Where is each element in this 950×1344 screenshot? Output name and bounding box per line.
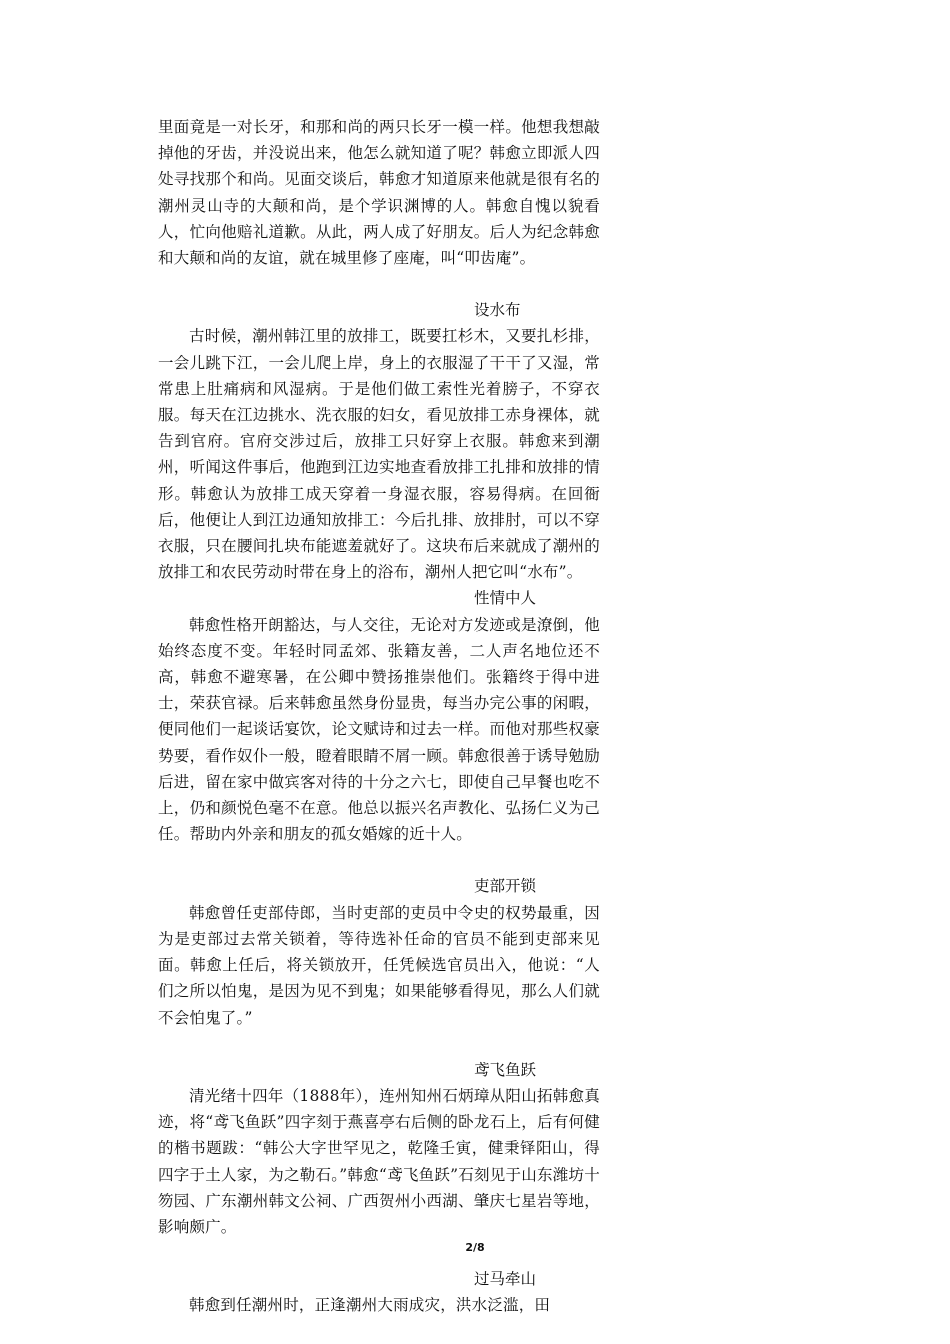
- paragraph-libu: 韩愈曾任吏部侍郎，当时吏部的吏员中令史的权势最重，因为是吏部过去常关锁着，等待选补任命的官员不能到吏部来见面。韩愈上任后，将关锁放开，任凭候选官员出入，他说：“人们之所以怕鬼，是因为见不到鬼；如果能够看得见，那么人们就不会怕鬼了。”: [158, 903, 600, 1027]
- section-gap: [158, 1031, 600, 1057]
- section-gap: [158, 847, 600, 873]
- section-heading-xingqing: 性情中人: [474, 589, 537, 608]
- section-gap: [158, 271, 600, 297]
- paragraph-kouchi-an: 里面竟是一对长牙，和那和尚的两只长牙一模一样。他想我想敲掉他的牙齿，并没说出来，他怎么就知道了呢？韩愈立即派人四处寻找那个和尚。见面交谈后，韩愈才知道原来他就是很有名的潮州灵山寺的大颠和尚，是个学识渊博的人。韩愈自愧以貌看人，忙向他赔礼道歉。从此，两人成了好朋友。后人为纪念韩愈和大颠和尚的友谊，就在城里修了座庵，叫“叩齿庵”。: [158, 118, 600, 268]
- paragraph-xingqing: 韩愈性格开朗豁达，与人交往，无论对方发迹或是潦倒，他始终态度不变。年轻时同孟郊、张籍友善，二人声名地位还不高，韩愈不避寒暑，在公卿中赞扬推崇他们。张籍终于得中进士，荣获官禄。后来韩愈虽然身份显贵，每当办完公事的闲暇，便同他们一起谈话宴饮，论文赋诗和过去一样。而他对那些权豪势要，看作奴仆一般，瞪着眼睛不屑一顾。韩愈很善于诱导勉励后进，留在家中做宾客对待的十分之六七，即使自己早餐也吃不上，仍和颜悦色毫不在意。他总以振兴名声教化、弘扬仁义为己任。帮助内外亲和朋友的孤女婚嫁的近十人。: [158, 615, 600, 844]
- paragraph-guoma: 韩愈到任潮州时，正逢潮州大雨成灾，洪水泛滥，田: [189, 1296, 551, 1315]
- paragraph-shui-bu: 古时候，潮州韩江里的放排工，既要扛杉木，又要扎杉排，一会儿跳下江，一会儿爬上岸，身上的衣服湿了干干了又湿，常常患上肚痛病和风湿病。于是他们做工索性光着膀子，不穿衣服。每天在江边挑水、洗衣服的妇女，看见放排工赤身裸体，就告到官府。官府交涉过后，放排工只好穿上衣服。韩愈来到潮州，听闻这件事后，他跑到江边实地查看放排工扎排和放排的情形。韩愈认为放排工成天穿着一身湿衣服，容易得病。在回衙后，他便让人到江边通知放排工：今后扎排、放排肘，可以不穿衣服，只在腰间扎块布能遮羞就好了。这块布后来就成了潮州的放排工和农民劳动时带在身上的浴布，潮州人把它叫“水布”。: [158, 327, 600, 582]
- text-column: [158, 114, 600, 1319]
- page-number: 2/8: [465, 1241, 485, 1254]
- paragraph-yuanfei: 清光绪十四年（1888年），连州知州石炳璋从阳山拓韩愈真迹，将“鸢飞鱼跃”四字刻于燕喜亭右后侧的卧龙石上，后有何健的楷书题跋：“韩公大字世罕见之，乾隆壬寅，健秉铎阳山，得四字于土人家，为之勒石。”韩愈“鸢飞鱼跃”石刻见于山东潍坊十笏园、广东潮州韩文公祠、广西贺州小西湖、肇庆七星岩等地，影响颇广。: [158, 1086, 600, 1236]
- section-heading-shui-bu: 设水布: [474, 301, 521, 320]
- section-heading-guoma: 过马牵山: [474, 1270, 537, 1289]
- section-heading-yuanfei: 鸢飞鱼跃: [474, 1060, 537, 1079]
- section-heading-libu: 吏部开锁: [474, 877, 537, 896]
